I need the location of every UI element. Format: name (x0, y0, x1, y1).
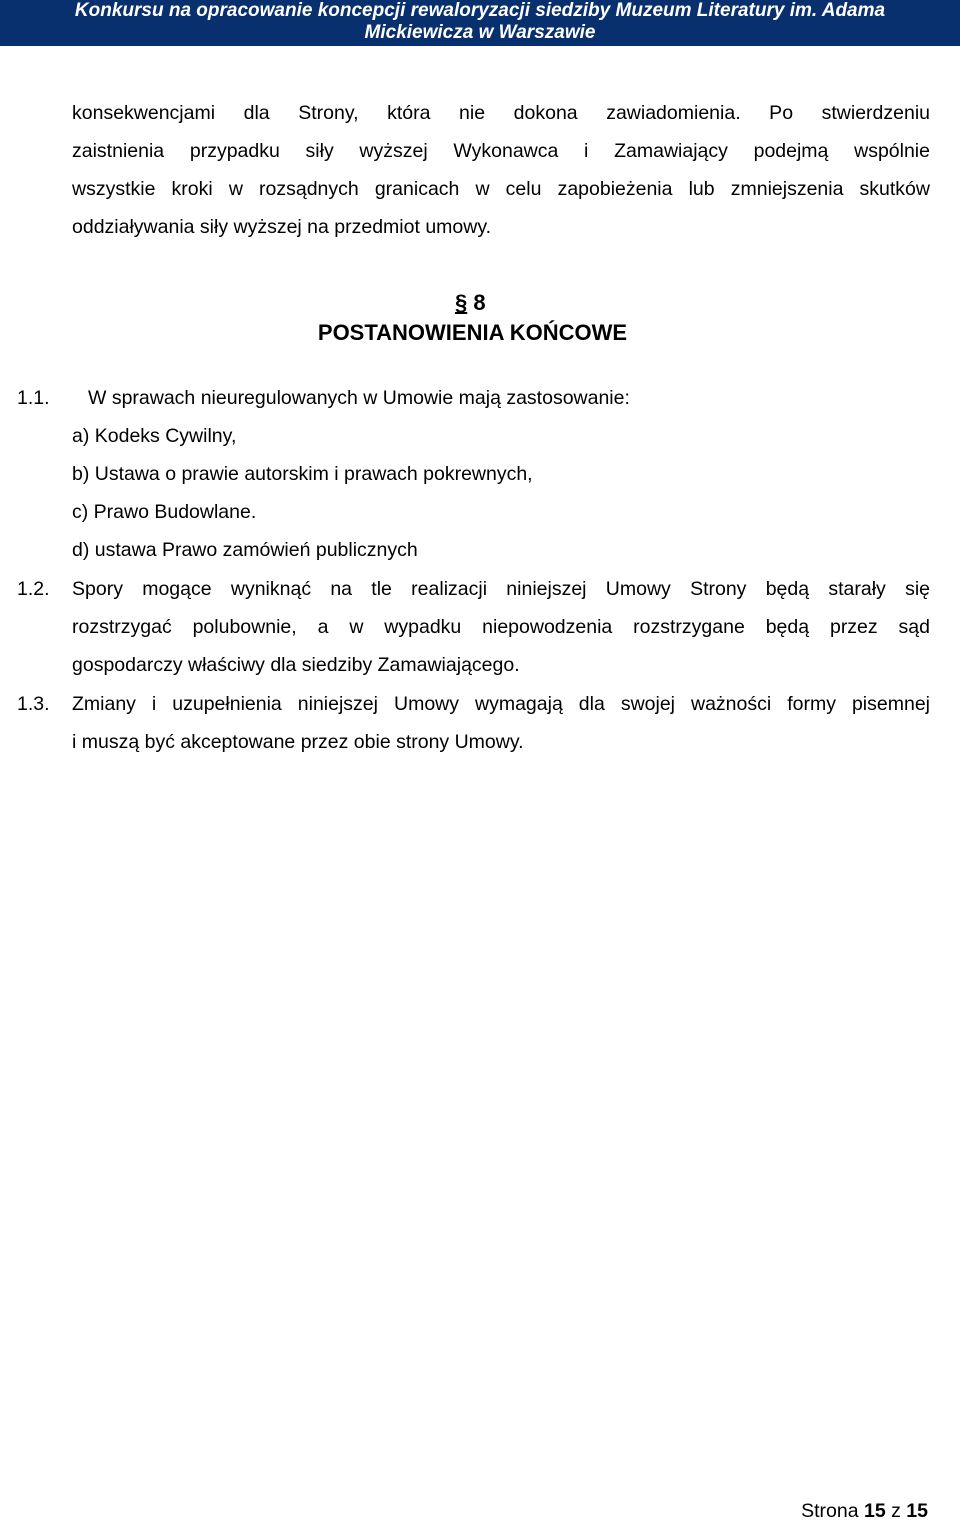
footer-separator: z (891, 1500, 901, 1522)
intro-line-3: wszystkie kroki w rozsądnych granicach w celu zapobieżenia lub zmniejszenia skutków (72, 178, 930, 200)
clause-1-2-line-2: rozstrzygać polubownie, a w wypadku niepowodzenia rozstrzygane będą przez sąd (72, 616, 930, 638)
clause-1-3-line-1: Zmiany i uzupełnienia niniejszej Umowy wymagają dla swojej ważności formy pisemnej (72, 693, 930, 715)
intro-line-1: konsekwencjami dla Strony, która nie dokona zawiadomienia. Po stwierdzeniu (72, 102, 930, 124)
section-title: POSTANOWIENIA KOŃCOWE (317, 320, 628, 345)
page-footer (801, 1499, 928, 1523)
clause-1-3-line-2: i muszą być akceptowane przez obie strony Umowy. (72, 731, 524, 753)
footer-page-number: 15 (864, 1500, 886, 1522)
intro-line-2: zaistnienia przypadku siły wyższej Wykonawca i Zamawiający podejmą wspólnie (72, 140, 930, 162)
clause-1-1-number: 1.1. (17, 387, 50, 409)
clause-1-2-line-1: Spory mogące wyniknąć na tle realizacji niniejszej Umowy Strony będą starały się (72, 578, 930, 600)
section-number (455, 290, 486, 316)
header-line-1: Konkursu na opracowanie koncepcji rewaloryzacji siedziby Muzeum Literatury im. Adama (74, 0, 886, 21)
footer-page-total: 15 (906, 1500, 928, 1522)
clause-1-2-number: 1.2. (17, 578, 50, 600)
section-sign: § (455, 290, 468, 315)
clause-1-2-line-3: gospodarczy właściwy dla siedziby Zamawiającego. (72, 654, 520, 676)
intro-paragraph (72, 94, 930, 246)
clause-1-1-item-d: d) ustawa Prawo zamówień publicznych (72, 539, 418, 561)
intro-line-4: oddziaływania siły wyższej na przedmiot umowy. (72, 216, 492, 238)
clause-1-1-item-a: a) Kodeks Cywilny, (72, 425, 237, 447)
footer-prefix: Strona (801, 1500, 859, 1522)
clause-1-2-text (72, 570, 930, 684)
header-line-2: Mickiewicza w Warszawie (364, 22, 596, 43)
clause-1-1-item-c: c) Prawo Budowlane. (72, 501, 257, 523)
section-number-value: 8 (473, 290, 486, 315)
clause-1-3-text (72, 685, 930, 761)
clause-1-1-text: W sprawach nieuregulowanych w Umowie mają zastosowanie: (88, 387, 630, 409)
clause-1-1-item-b: b) Ustawa o prawie autorskim i prawach pokrewnych, (72, 463, 533, 485)
clause-1-3-number: 1.3. (17, 693, 50, 715)
document-header (0, 0, 960, 46)
